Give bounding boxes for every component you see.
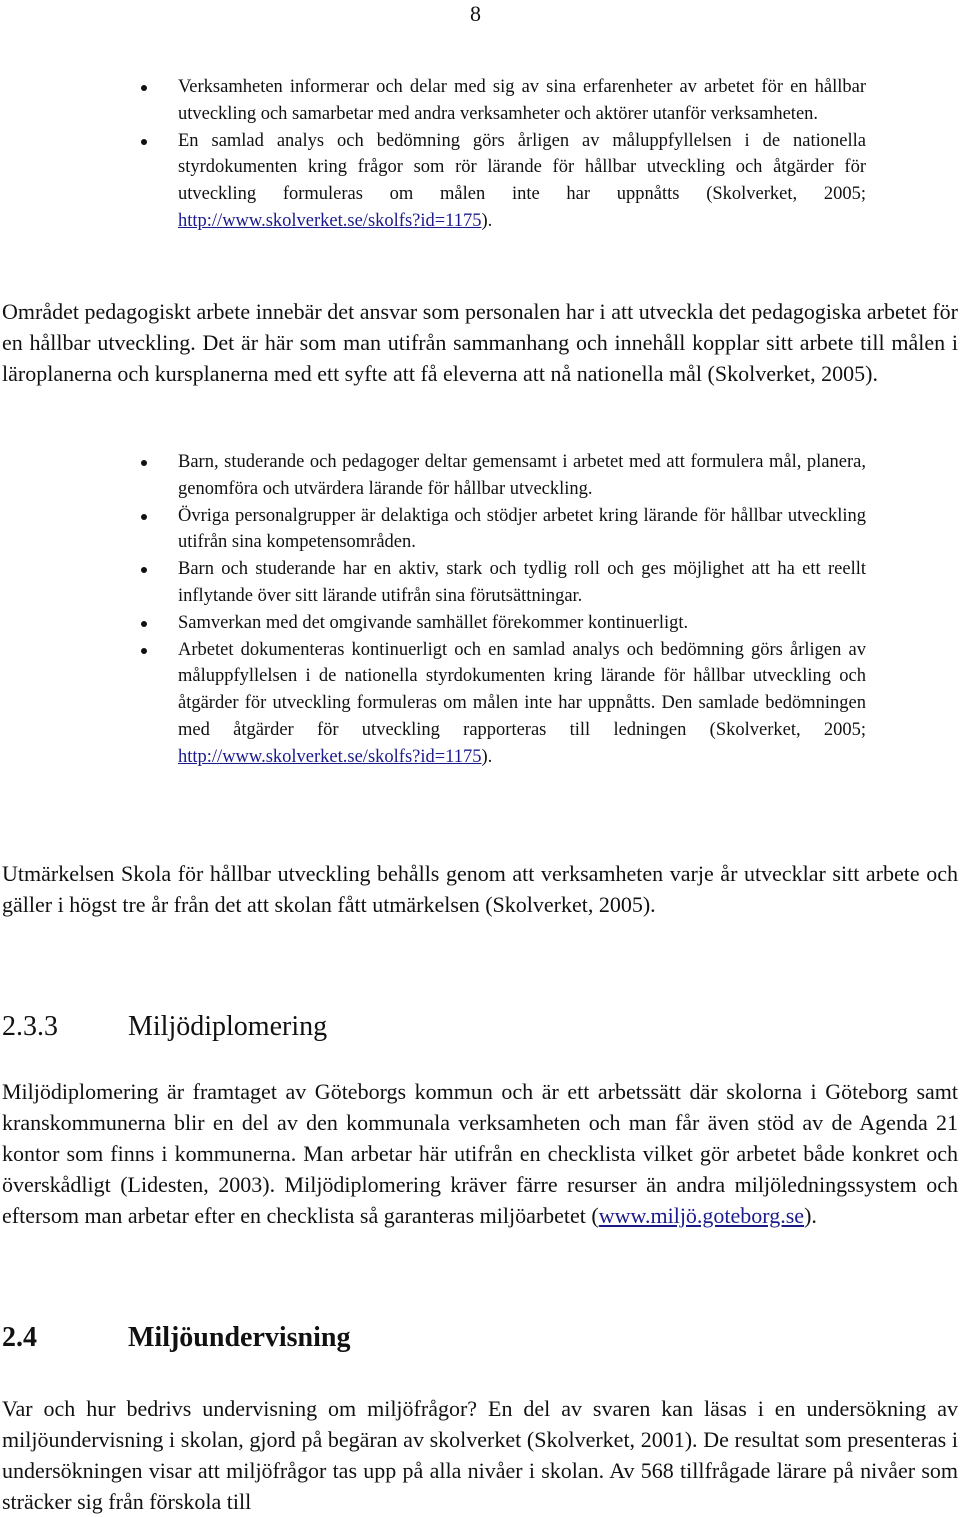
section-heading-2-3-3 (2, 1010, 327, 1044)
miljo-goteborg-link[interactable]: www.miljö.goteborg.se (598, 1203, 805, 1228)
list-item-text: Verksamheten informerar och delar med sig av sina erfarenheter av arbetet för en hållbar utveckling och samarbetar med andra verksamheter och aktörer utanför verksamheten. (178, 77, 866, 124)
list-item (0, 637, 866, 771)
section-number: 2.3.3 (2, 1011, 58, 1042)
skolverket-link[interactable]: http://www.skolverket.se/skolfs?id=1175 (178, 746, 482, 767)
list-item (0, 610, 866, 637)
paragraph-text: Miljödiplomering är framtaget av Göteborgs kommun och är ett arbetssätt där skolorna i Göteborg samt kranskommunerna blir en del av den kommunala verksamheten och man får även stöd av de Agenda 21 kontor som finns i kommunerna. Man arbetar här utifrån en checklista vilket gör arbetet både konkret och överskådligt (Lidesten, 2003). Miljödiplomering kräver färre resurser än andra miljöledningssystem och eftersom man arbetar efter en checklista så garanteras miljöarbetet ( (2, 1079, 958, 1228)
paragraph-miljodiplomering (2, 1076, 958, 1231)
list-item-text: Övriga personalgrupper är delaktiga och stödjer arbetet kring lärande för hållbar utveckling utifrån sina kompetensområden. (178, 505, 866, 553)
section-number: 2.4 (2, 1322, 37, 1353)
list-item (0, 503, 866, 557)
bullet-icon (141, 460, 147, 466)
bullet-icon (141, 514, 147, 520)
page-number: 8 (470, 1, 481, 26)
list-item-text: Arbetet dokumenteras kontinuerligt och en samlad analys och bedömning görs årligen av måluppfyllelsen i de nationella styrdokumenten kring lärande för hållbar utveckling och åtgärder för utveckling formuleras om målen inte har uppnåtts. Den samlade bedömningen med åtgärder för utveckling rapporteras till ledningen (Skolverket, 2005; (178, 639, 866, 740)
skolverket-link[interactable]: http://www.skolverket.se/skolfs?id=1175 (178, 210, 482, 231)
paragraph-utmarkelsen: Utmärkelsen Skola för hållbar utveckling behålls genom att verksamheten varje år utvecklar sitt arbete och gäller i högst tre år från det att skolan fått utmärkelsen (Skolverket, 2005). (2, 861, 958, 917)
list-item (0, 128, 866, 235)
section-title: Miljöundervisning (128, 1322, 351, 1353)
section-heading-2-4 (2, 1321, 350, 1355)
bullet-icon (141, 85, 147, 91)
bullet-icon (141, 621, 147, 627)
bullet-list-2 (0, 449, 866, 771)
list-item-text: Barn, studerande och pedagoger deltar gemensamt i arbetet med att formulera mål, planera, genomföra och utvärdera lärande för hållbar utveckling. (178, 452, 866, 499)
paragraph-text-end: ). (804, 1203, 817, 1228)
bullet-icon (141, 567, 147, 573)
bullet-icon (141, 139, 147, 145)
list-item (0, 449, 866, 503)
paragraph-pedagogiskt-arbete: Området pedagogiskt arbete innebär det ansvar som personalen har i att utveckla det pedagogiska arbetet för en hållbar utveckling. Det är här som man utifrån sammanhang och innehåll kopplar sitt arbete till målen i läroplanerna och kursplanerna med ett syfte att få eleverna att nå nationella mål (Skolverket, 2005). (2, 299, 958, 386)
bullet-icon (141, 648, 147, 654)
section-title: Miljödiplomering (128, 1011, 328, 1042)
list-item (0, 556, 866, 610)
list-item-text-end: ). (481, 210, 493, 231)
bullet-list-1 (0, 74, 866, 235)
paragraph-miljoundervisning: Var och hur bedrivs undervisning om miljöfrågor? En del av svaren kan läsas i en undersökning av miljöundervisning i skolan, gjord på begäran av skolverket (Skolverket, 2001). De resultat som presenteras i undersökningen visar att miljöfrågor tas upp på alla nivåer i skolan. Av 568 tillfrågade lärare på nivåer som sträcker sig från förskola till (2, 1396, 958, 1514)
list-item (0, 74, 866, 128)
list-item-text-end: ). (481, 746, 493, 767)
list-item-text: En samlad analys och bedömning görs årligen av måluppfyllelsen i de nationella styrdokumenten kring frågor som rör lärande för hållbar utveckling och åtgärder för utveckling formuleras om målen inte har uppnåtts (Skolverket, 2005; (178, 130, 866, 205)
list-item-text: Samverkan med det omgivande samhället förekommer kontinuerligt. (178, 612, 689, 633)
list-item-text: Barn och studerande har en aktiv, stark och tydlig roll och ges möjlighet att ha ett reellt inflytande över sitt lärande utifrån sina förutsättningar. (178, 559, 866, 606)
